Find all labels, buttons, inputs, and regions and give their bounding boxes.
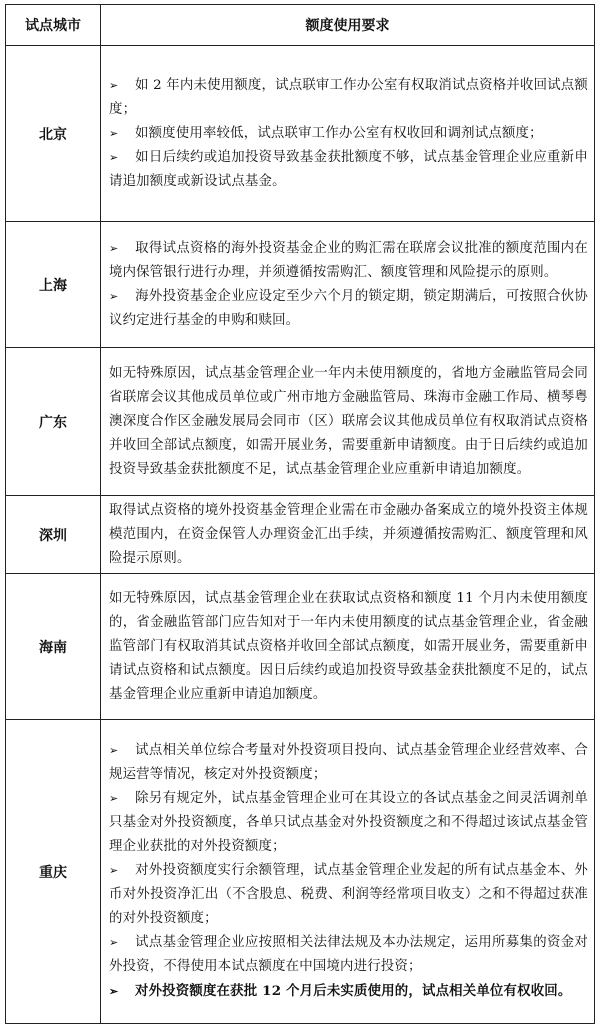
city-cell: 深圳: [6, 496, 101, 574]
table-row: [6, 496, 595, 574]
bullet-item: [109, 285, 588, 333]
arrow-bullet-icon: ➢: [109, 936, 119, 949]
table-row: [6, 574, 595, 720]
bullet-item: [109, 146, 588, 194]
bullet-item-emphasized: [109, 979, 588, 1004]
bullet-item: [109, 74, 588, 122]
arrow-bullet-icon: ➢: [109, 985, 119, 998]
city-cell: 海南: [6, 574, 101, 720]
bullet-text: 对外投资额度实行余额管理，试点基金管理企业发起的所有试点基金本、外币对外投资净汇出（不含股息、税费、利润等经常项目收支）之和不得超过获准的对外投资额度；: [109, 863, 588, 926]
arrow-bullet-icon: ➢: [109, 78, 119, 92]
arrow-bullet-icon: ➢: [109, 241, 119, 255]
arrow-bullet-icon: ➢: [109, 864, 119, 877]
arrow-bullet-icon: ➢: [109, 792, 119, 805]
header-requirement: 额度使用要求: [101, 5, 595, 46]
table-row: [6, 46, 595, 222]
bullet-item: [109, 739, 588, 787]
quota-requirements-table: [5, 4, 595, 1024]
bullet-text: 试点相关单位综合考量对外投资项目投向、试点基金管理企业经营效率、合规运营等情况，核定对外投资额度；: [109, 743, 588, 782]
arrow-bullet-icon: ➢: [109, 289, 119, 303]
bullet-item: [109, 237, 588, 285]
requirement-cell: 取得试点资格的境外投资基金管理企业需在市金融办备案成立的境外投资主体规模范围内，在资金保管人办理资金汇出手续，并须遵循按需购汇、额度管理和风险提示原则。: [101, 496, 595, 574]
bullet-item: [109, 931, 588, 979]
bullet-text: 试点基金管理企业应按照相关法律法规及本办法规定，运用所募集的资金对外投资，不得使用本试点额度在中国境内进行投资；: [109, 935, 588, 974]
bullet-item: [109, 122, 588, 146]
bullet-text: 海外投资基金企业应设定至少六个月的锁定期，锁定期满后，可按照合伙协议约定进行基金的申购和赎回。: [109, 288, 588, 328]
bullet-text: 如额度使用率较低，试点联审工作办公室有权收回和调剂试点额度；: [135, 125, 543, 141]
header-city: 试点城市: [6, 5, 101, 46]
table-row: [6, 222, 595, 348]
bullet-text: 如日后续约或追加投资导致基金获批额度不够，试点基金管理企业应重新申请追加额度或新设试点基金。: [109, 149, 588, 189]
arrow-bullet-icon: ➢: [109, 744, 119, 757]
city-cell: 广东: [6, 348, 101, 496]
table-row: [6, 348, 595, 496]
city-cell: 重庆: [6, 720, 101, 1024]
requirement-cell: [101, 46, 595, 222]
bullet-text: 除另有规定外，试点基金管理企业可在其设立的各试点基金之间灵活调剂单只基金对外投资额度，各单只试点基金对外投资额度之和不得超过该试点基金管理企业获批的对外投资额度；: [109, 791, 588, 854]
bullet-text: 如 2 年内未使用额度，试点联审工作办公室有权取消试点资格并收回试点额度；: [109, 77, 588, 117]
table-header-row: [6, 5, 595, 46]
requirement-cell: [101, 720, 595, 1024]
bullet-text: 取得试点资格的海外投资基金企业的购汇需在联席会议批准的额度范围内在境内保管银行进行办理，并须遵循按需购汇、额度管理和风险提示的原则。: [109, 240, 588, 280]
requirement-cell: 如无特殊原因，试点基金管理企业一年内未使用额度的，省地方金融监管局会同省联席会议其他成员单位或广州市地方金融监管局、珠海市金融工作局、横琴粤澳深度合作区金融发展局会同市（区）联席会议其他成员单位有权取消试点资格并收回全部试点额度，如需开展业务，需要重新申请额度。由于日后续约或追加投资导致基金获批额度不足，试点基金管理企业应重新申请追加额度。: [101, 348, 595, 496]
arrow-bullet-icon: ➢: [109, 126, 119, 140]
bullet-item: [109, 859, 588, 931]
requirement-cell: [101, 222, 595, 348]
city-cell: 上海: [6, 222, 101, 348]
bullet-text: 对外投资额度在获批 12 个月后未实质使用的，试点相关单位有权收回。: [135, 983, 572, 999]
bullet-item: [109, 787, 588, 859]
city-cell: 北京: [6, 46, 101, 222]
requirement-cell: 如无特殊原因，试点基金管理企业在获取试点资格和额度 11 个月内未使用额度的，省金融监管部门应告知对于一年内未使用额度的试点基金管理企业，省金融监管部门有权取消其试点资格并收回全部试点额度，如需开展业务，需要重新申请试点资格和试点额度。因日后续约或追加投资导致基金获批额度不足的，试点基金管理企业应重新申请追加额度。: [101, 574, 595, 720]
arrow-bullet-icon: ➢: [109, 150, 119, 164]
table-row: [6, 720, 595, 1024]
